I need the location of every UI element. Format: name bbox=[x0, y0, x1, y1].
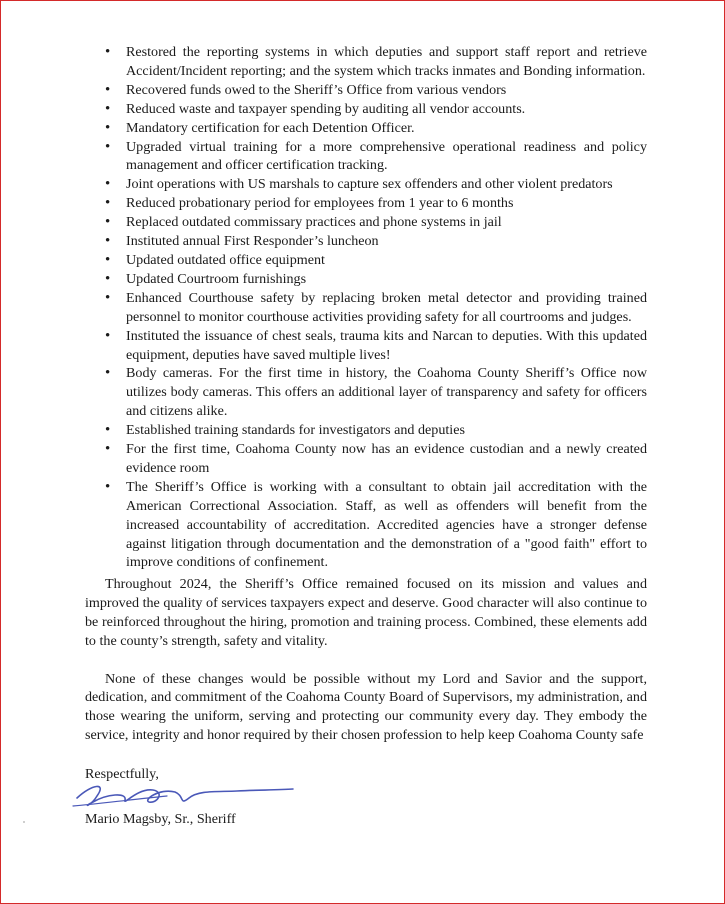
letter-body bbox=[85, 43, 647, 829]
accomplishments-list bbox=[85, 43, 647, 572]
signature-area bbox=[85, 784, 647, 810]
list-item: • Recovered funds owed to the Sheriff’s Office from various vendors bbox=[85, 81, 647, 100]
list-item: • Body cameras. For the first time in history, the Coahoma County Sheriff’s Office now utilizes body cameras. This offers an additional layer of transparency and safety for officers and citizens alike. bbox=[85, 364, 647, 421]
list-item: • Replaced outdated commissary practices and phone systems in jail bbox=[85, 213, 647, 232]
summary-paragraph: Throughout 2024, the Sheriff’s Office remained focused on its mission and values and improved the quality of services taxpayers expect and deserve. Good character will also continue to be reinforced throughout the hiring, promotion and training process. Combined, these elements add to the county’s strength, safety and vitality. bbox=[85, 576, 647, 650]
list-item: • Enhanced Courthouse safety by replacing broken metal detector and providing trained personnel to monitor courthouse activities providing safety for all courtrooms and judges. bbox=[85, 289, 647, 327]
list-item: • Reduced waste and taxpayer spending by auditing all vendor accounts. bbox=[85, 100, 647, 119]
list-item: • Joint operations with US marshals to capture sex offenders and other violent predators bbox=[85, 175, 647, 194]
scan-speck bbox=[23, 821, 25, 823]
list-item: • Updated outdated office equipment bbox=[85, 251, 647, 270]
list-item: • Upgraded virtual training for a more comprehensive operational readiness and policy management and officer certification tracking. bbox=[85, 138, 647, 176]
handwritten-signature bbox=[67, 776, 307, 816]
closing-block bbox=[85, 765, 647, 829]
list-item: • Restored the reporting systems in which deputies and support staff report and retrieve Accident/Incident reporting; and the system which tracks inmates and Bonding information. bbox=[85, 43, 647, 81]
salutation: Respectfully, bbox=[85, 766, 159, 783]
list-item: • For the first time, Coahoma County now has an evidence custodian and a newly created evidence room bbox=[85, 440, 647, 478]
list-item: • The Sheriff’s Office is working with a consultant to obtain jail accreditation with the American Correctional Association. Staff, as well as offenders will benefit from the increased accountability of accreditation. Accredited agencies have a stronger defense against litigation through documentation and the demonstration of a "good faith" effort to improve conditions of confinement. bbox=[85, 478, 647, 573]
list-item: • Updated Courtroom furnishings bbox=[85, 270, 647, 289]
acknowledgement-paragraph: None of these changes would be possible without my Lord and Savior and the support, dedication, and commitment of the Coahoma County Board of Supervisors, my administration, and those wearing the uniform, serving and protecting our community every day. They embody the service, integrity and honor required by their chosen profession to help keep Coahoma County safe bbox=[85, 670, 647, 744]
list-item: • Mandatory certification for each Detention Officer. bbox=[85, 119, 647, 138]
list-item: • Reduced probationary period for employees from 1 year to 6 months bbox=[85, 194, 647, 213]
list-item: • Instituted the issuance of chest seals, trauma kits and Narcan to deputies. With this updated equipment, deputies have saved multiple lives! bbox=[85, 327, 647, 365]
signer-name: Mario Magsby, Sr., Sheriff bbox=[85, 811, 236, 828]
list-item: • Established training standards for investigators and deputies bbox=[85, 421, 647, 440]
list-item: • Instituted annual First Responder’s luncheon bbox=[85, 232, 647, 251]
